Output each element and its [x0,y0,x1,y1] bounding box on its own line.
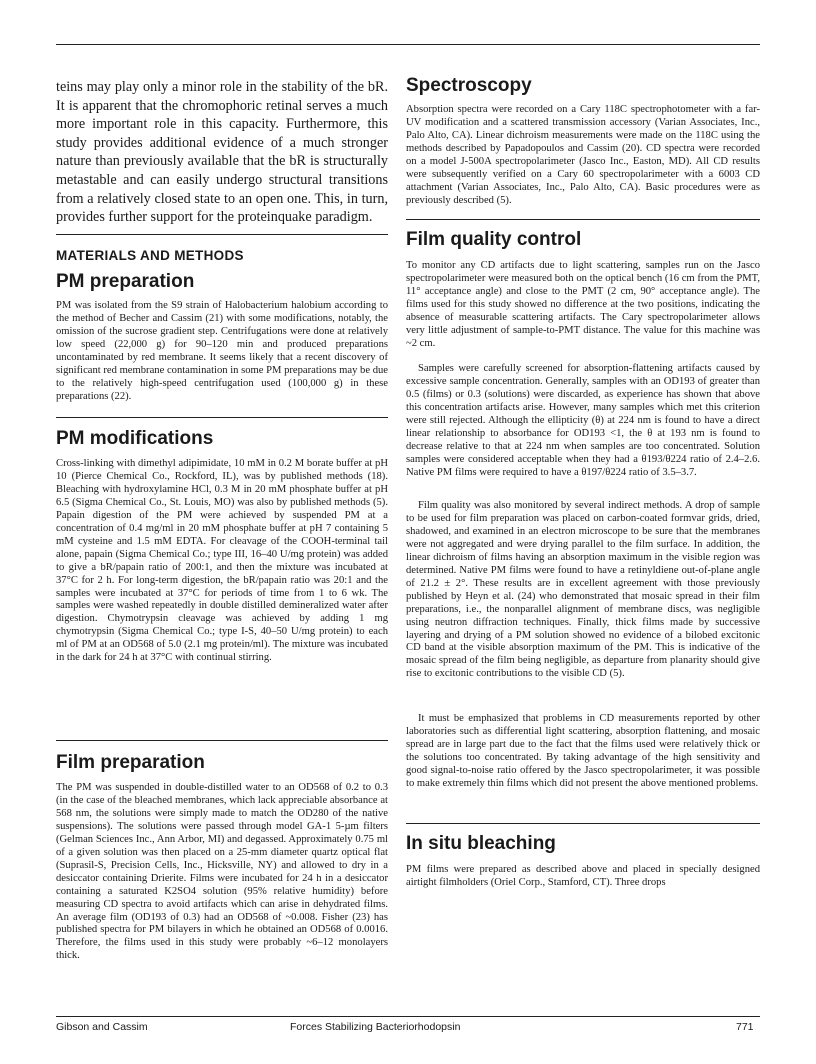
section-divider [406,823,760,824]
section-divider [56,234,388,235]
spectroscopy-heading: Spectroscopy [406,75,532,96]
film-quality-heading: Film quality control [406,229,582,250]
section-divider [56,417,388,418]
footer-authors: Gibson and Cassim [56,1021,148,1033]
in-situ-heading: In situ bleaching [406,833,556,854]
materials-heading: MATERIALS AND METHODS [56,248,244,263]
film-quality-paragraph-3: Film quality was also monitored by several indirect methods. A drop of sample to be used for film preparation was placed on carbon-coated formvar grids, dried, shadowed, and examined in an electron microscope to be sure that the membranes were not aggregated and were drying parallel to the film surface. In addition, the linear dichroism of films having an absorption maximum in the visible region was determined. Native PM films were found to have a retinyldiene out-of-plane angle of 21.2 ± 2°. These results are in excellent agreement with those previously published by Heyn et al. (24) who demonstrated that mosaic spread in their film preparations, i.e., the nonparallel alignment of membrane discs, was negligible using neutron diffraction techniques. Finally, thick films made by successive layering and drying of a PM solution showed no evidence of a bilobed excitonic CD band at the visible absorption maximum of the PM. This is indicative of the mosaic spread of the film being negligible, as departure from planarity should give rise to excitonic contributions to the visible CD (5). [406,500,760,680]
footer-rule [56,1016,760,1017]
film-preparation-heading: Film preparation [56,752,205,773]
pm-modifications-heading: PM modifications [56,428,214,449]
film-quality-paragraph-1: To monitor any CD artifacts due to light scattering, samples run on the Jasco spectropolarimeter were measured both on the optical bench (16 cm from the PMT, 11° acceptance angle) and close to the PMT (2 cm, 90° acceptance angle). The films used for this study showed no difference at the two positions, indicating the absence of measurable scattering artifacts. The Cary spectropolarimeter allows very little adjustment of sample-to-PMT distance. The value for this machine was ~2 cm. [406,260,760,349]
pm-modifications-paragraph: Cross-linking with dimethyl adipimidate, 10 mM in 0.2 M borate buffer at pH 10 (Pierce Chemical Co., Rockford, IL), was by published methods (18). Bleaching with hydroxylamine HCl, 0.3 M in 20 mM phosphate buffer at pH 6.5 (Sigma Chemical Co., St. Louis, MO) was also by published methods (5). Papain digestion of the PM were achieved by suspended PM at a concentration of 0.4 mg/ml in 20 mM phosphate buffer at pH 7 containing 5 mM cysteine and 1.5 mM EDTA. For cleavage of the COOH-terminal tail alone, papain (Sigma Chemical Co.; type III, 16–40 U/mg protein) was added to give a bR/papain ratio of 200:1, and then the mixture was incubated at 37°C for 2 h. For long-term digestion, the bR/papain ratio was 20:1 and the samples were incubated at 37°C for periods of time from 1 to 6 wk. The samples were washed repeatedly in double distilled demineralized water after digestion. Chymotrypsin cleavage was achieved by adding 1 mg chymotrypsin (Sigma Chemical Co.; type I-S, 40–50 U/mg protein) to each ml of PM at an OD568 of 5.0 (2.1 mg protein/ml). The mixture was incubated in the dark for 24 h at 37°C with continual stirring. [56,458,388,664]
footer-title: Forces Stabilizing Bacteriorhodopsin [290,1021,461,1033]
film-quality-paragraph-4: It must be emphasized that problems in CD measurements reported by other laboratories such as differential light scattering, absorption flattening, and mosaic spread are in large part due to the fact that the films used were relatively thick or the solutions too concentrated. By taking advantage of the high sensitivity and good signal-to-noise ratio offered by the Jasco spectropolarimeter, it was possible to make extremely thin films which did not present the above mentioned problems. [406,713,760,789]
in-situ-paragraph: PM films were prepared as described above and placed in specially designed airtight filmholders (Oriel Corp., Stamford, CT). Three drops [406,864,760,888]
section-divider [56,740,388,741]
pm-preparation-heading: PM preparation [56,271,195,292]
pm-preparation-paragraph: PM was isolated from the S9 strain of Halobacterium halobium according to the method of Becher and Cassim (21) with some modifications, notably, the omission of the sucrose gradient step. Centrifugations were done at relatively low speed (22,000 g) for 90–120 min and produced preparations uncontaminated by red membrane. It seems likely that a recent discovery of significant red membrane contamination in some PM preparations may be due to the relatively high-speed centrifugation used (100,000 g) in these preparations (22). [56,300,388,402]
top-rule [56,44,760,45]
film-preparation-paragraph: The PM was suspended in double-distilled water to an OD568 of 0.2 to 0.3 (in the case of the bleached membranes, which lack appreciable absorbance at 568 nm, the solutions were simply made to match the OD280 of the native suspensions). The solutions were passed through model GA-1 5-µm filters (Gelman Sciences Inc., Ann Arbor, MI) and degassed. Approximately 0.75 ml of a given solution was then placed on a 25-mm diameter quartz optical flat (Suprasil-S, Precision Cells, Inc., Hicksville, NY) and allowed to dry in a desiccator containing Drierite. Films were incubated for 24 h in a desiccator containing a saturated K2SO4 solution (95% relative humidity) before measuring CD spectra to avoid artifacts which can arise in dehydrated films. An average film (OD193 of 0.3) had an OD568 of ~0.008. Fisher (23) has published spectra for PM bilayers in which he obtained an OD568 of 0.0016. Therefore, the films used in this study were probably ~6–12 monolayers thick. [56,782,388,962]
lead-paragraph: teins may play only a minor role in the stability of the bR. It is apparent that the chromophoric retinal serves a much more important role in this capacity. Furthermore, this study provides additional evidence of a much stronger nature than previously available that the bR is structurally metastable and can easily undergo structural transitions from a relatively closed state to an open one. This, in turn, provides further support for the proteinquake paradigm. [56,79,388,226]
section-divider [406,219,760,220]
film-quality-paragraph-2: Samples were carefully screened for absorption-flattening artifacts caused by excessive sample concentration. Generally, samples with an OD193 of greater than 0.5 (films) or 0.3 (solutions) were discarded, as experience has shown that above this concentration artifacts arise. However, many samples which met this criterion were still rejected. Although the ellipticity (θ) at 224 nm is found to have a direct linear relationship to absorbance for OD193 <1, the θ at 193 nm is found to decrease relative to that at 224 nm when samples are too concentrated. Solution samples were considered acceptable when they had a θ193/θ224 ratio of 2.4–2.6. Native PM films were required to have a θ197/θ224 ratio of 3.5–3.7. [406,363,760,478]
spectroscopy-paragraph: Absorption spectra were recorded on a Cary 118C spectrophotometer with a far-UV modification and a scattered transmission accessory (Varian Associates, Inc., Palo Alto, CA). Linear dichroism measurements were made on the 118C using the methods described by Papadopoulos and Cassim (20). CD spectra were recorded on a model J-500A spectropolarimeter (Jasco Inc., Easton, MD). All CD results were subsequently verified on a Cary 60 spectropolarimeter with a 6003 CD attachment (Varian Associates, Inc., Palo Alto, CA). Basic procedures were as previously described (5). [406,104,760,206]
page-number: 771 [736,1021,754,1033]
